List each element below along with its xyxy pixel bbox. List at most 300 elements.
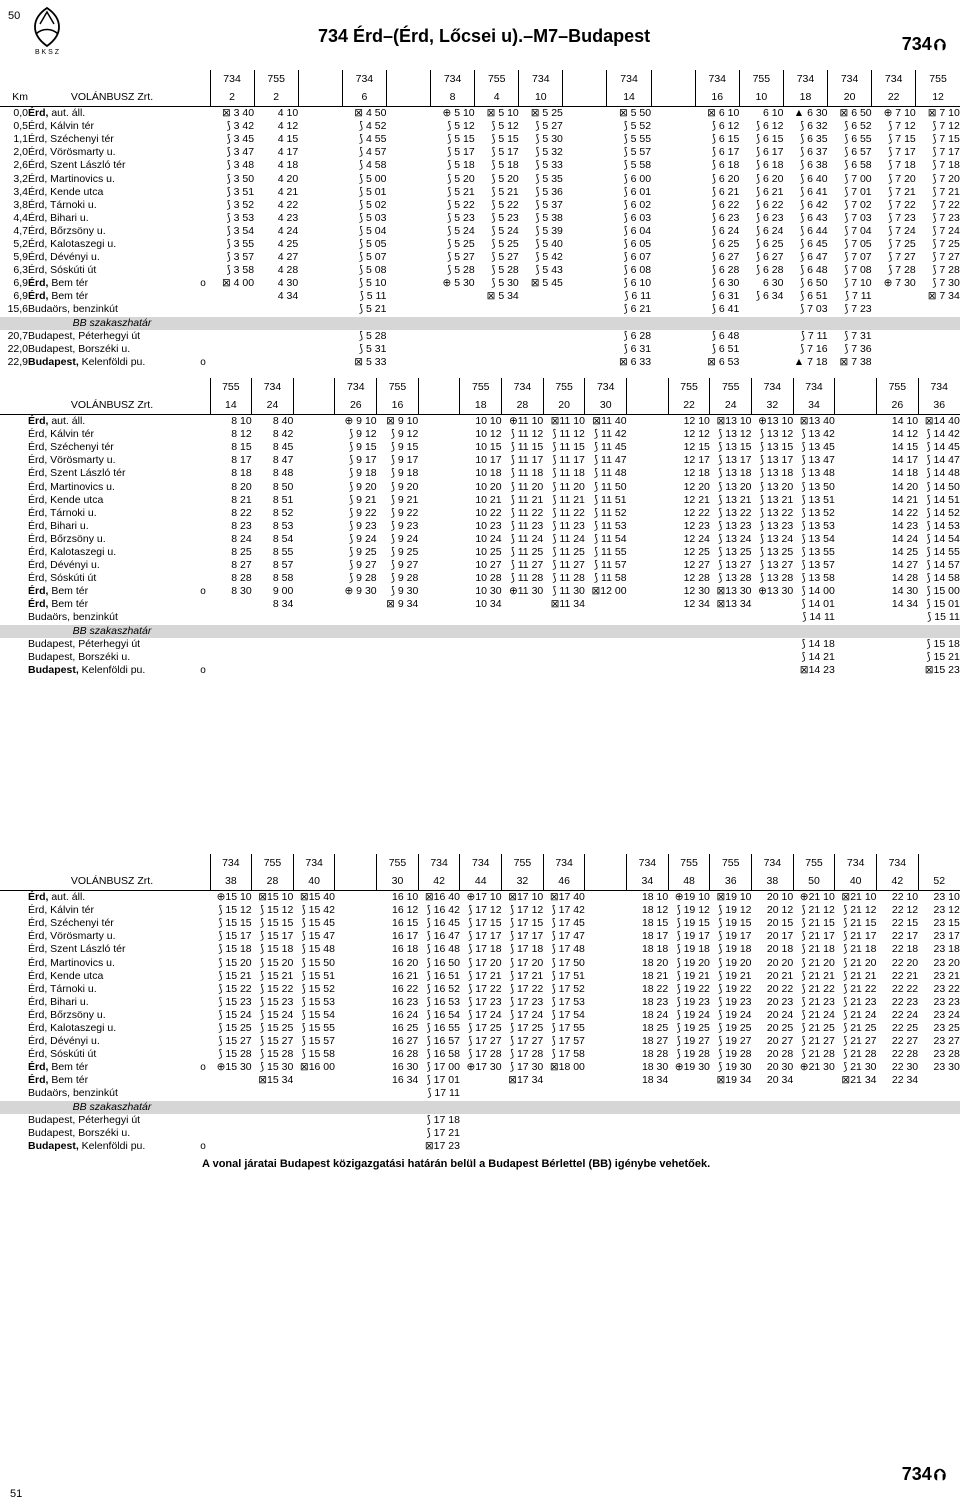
stop-name [28,507,196,520]
departure-time: ⟆ 5 32 [535,146,563,159]
departure-time [651,107,695,121]
departure-time [877,638,919,651]
departure-time [563,146,607,159]
departure-time: ⟆ 6 27 [711,251,740,264]
departure-time: ⟆ 11 48 [594,467,627,480]
stop-name [28,572,196,585]
stop-km [0,983,28,996]
stop-marker [196,546,210,559]
stop-name [28,1074,196,1087]
trip-number-cell: 50 [793,872,835,891]
departure-time: ⊠17 23 [424,1139,460,1152]
stop-name [28,441,196,454]
departure-time [335,1127,377,1140]
departure-time: ⟆ 11 23 [510,519,544,532]
departure-time [627,1127,669,1140]
departure-time [298,120,342,133]
header-blank [0,70,28,88]
departure-time: ⟆ 9 30 [390,585,419,598]
departure-time [585,1061,627,1074]
departure-time: ⟆ 15 21 [218,969,252,982]
route-badge-top [902,34,946,55]
departure-time: ⟆ 3 47 [226,146,255,159]
departure-time: ⟆ 9 17 [390,454,419,467]
departure-time [651,212,695,225]
departure-time [877,1127,919,1140]
trip-number-cell: 38 [752,872,794,891]
stop-km [0,480,28,493]
departure-time: 10 12 [475,428,502,441]
departure-time: ⟆ 15 23 [218,995,252,1008]
stop-km [0,1074,28,1087]
departure-time [543,664,585,677]
departure-time [872,330,916,343]
stop-km [0,611,28,624]
departure-time [210,611,252,624]
departure-time: ⟆ 7 24 [932,224,960,237]
departure-time [502,638,544,651]
stop-marker [196,225,210,238]
departure-time [335,638,377,651]
departure-time [651,264,695,277]
header-blank [0,378,28,396]
stop-name [28,343,196,356]
stop-row [0,611,960,624]
departure-time [377,625,419,638]
route-number-cell [585,854,627,872]
departure-time: ⟆ 17 51 [551,969,585,982]
departure-time: ⟆ 17 21 [468,969,502,982]
departure-time: ⟆ 15 12 [260,904,294,917]
departure-time: ⟆ 7 15 [888,133,916,146]
departure-time: 8 52 [272,506,294,519]
departure-time [710,664,752,677]
departure-time: ⟆ 6 32 [800,120,828,133]
route-number-cell: 734 [918,378,960,396]
stop-row [0,625,960,638]
departure-time [835,638,877,651]
departure-time [651,133,695,146]
stop-marker [196,172,210,185]
stop-marker: o [200,356,206,368]
departure-time: ⟆ 3 58 [226,264,255,277]
departure-time: ⟆ 6 15 [755,133,784,146]
route-number-cell: 755 [210,378,252,396]
departure-time: ⟆ 6 18 [755,159,784,172]
stop-km: 1,1 [13,133,28,146]
departure-time: ⟆ 16 51 [426,969,460,982]
departure-time [627,467,669,480]
stop-marker [196,107,210,121]
departure-time: ⟆ 11 20 [510,480,544,493]
departure-time: ⟆ 14 45 [926,441,960,454]
departure-time [835,664,877,677]
departure-time: ⟆ 6 51 [711,342,740,355]
departure-time: 8 27 [231,559,252,572]
departure-time: ⟆ 17 01 [426,1074,460,1087]
departure-time: ⟆ 15 25 [260,1021,294,1034]
stop-name-text: Budapest, Péterhegyi út [28,637,141,650]
departure-time [298,356,342,369]
stop-marker [196,1074,210,1087]
departure-time: ⟆ 5 03 [358,211,387,224]
stop-name-bold: Érd, [28,290,49,303]
stop-marker [196,290,210,303]
stop-marker [196,251,210,264]
departure-time: ⟆ 6 01 [623,185,652,198]
departure-time: 16 21 [392,969,419,982]
departure-time: 20 10 [766,891,794,904]
departure-time: 22 18 [891,943,919,956]
stop-row [0,428,960,441]
stop-km: 2,0 [13,146,28,159]
stop-name-text: Érd, Sóskúti út [28,572,97,585]
page-title: 734 Érd–(Érd, Lőcsei u).–M7–Budapest [318,26,651,46]
stop-name-text: Érd, Vörösmarty u. [28,454,116,467]
route-number-cell: 734 [828,70,872,88]
departure-time [335,1022,377,1035]
departure-time: ⟆ 5 05 [358,237,387,250]
departure-time: 8 28 [231,572,252,585]
departure-time: ⟆ 9 25 [390,545,419,558]
departure-time: ⟆ 16 57 [426,1035,460,1048]
departure-time [418,533,460,546]
departure-time [460,611,502,624]
departure-time: ⟆ 5 28 [491,264,519,277]
departure-time [342,317,386,330]
trip-number-cell: 36 [710,872,752,891]
stop-marker [196,956,210,969]
departure-time [293,559,335,572]
departure-time: 14 15 [891,441,919,454]
departure-time [431,343,475,356]
departure-time [502,651,544,664]
departure-time: 14 23 [891,519,919,532]
departure-time [293,1127,335,1140]
departure-time: ⟆ 16 58 [426,1048,460,1061]
departure-time: ⟆ 6 48 [711,329,740,342]
departure-time [210,343,254,356]
stop-row [0,415,960,429]
departure-time: 8 17 [231,454,252,467]
trip-number-cell: 18 [460,396,502,415]
departure-time: ⟆ 7 11 [800,329,828,342]
departure-time [627,494,669,507]
departure-time [835,546,877,559]
departure-time [872,290,916,303]
departure-time: 12 12 [683,428,710,441]
departure-time: ⟆ 7 23 [932,211,960,224]
departure-time [793,1140,835,1153]
departure-time: 16 12 [392,904,419,917]
route-number-cell: 734 [752,378,794,396]
departure-time [335,996,377,1009]
departure-time [627,559,669,572]
departure-time [335,1101,377,1114]
departure-time: ⟆ 9 24 [390,532,419,545]
departure-time: ⟆ 3 53 [226,211,255,224]
departure-time: ⟆ 7 01 [844,185,872,198]
stop-marker [196,428,210,441]
departure-time: ⟆ 11 27 [510,559,544,572]
departure-time: ⟆ 13 24 [759,532,794,545]
stop-marker [196,330,210,343]
departure-time: ⟆ 5 28 [447,264,475,277]
stop-row [0,454,960,467]
stop-marker [196,572,210,585]
stop-row [0,159,960,172]
departure-time: ⟆ 19 24 [676,1008,710,1021]
stop-name [28,133,196,146]
departure-time: ⟆ 5 15 [491,133,519,146]
departure-time [835,415,877,429]
stop-name [28,330,196,343]
departure-time: ⊠13 40 [799,415,835,428]
departure-time: ⟆ 6 31 [623,342,652,355]
departure-time [835,572,877,585]
departure-time: 18 22 [641,982,669,995]
stop-row [0,664,960,677]
departure-time [543,611,585,624]
trip-number-cell [293,396,335,415]
trip-number-cell [627,396,669,415]
departure-time [254,330,298,343]
stop-name-text: Érd, Tárnoki u. [28,506,97,519]
departure-time: 12 18 [683,467,710,480]
stop-name [28,277,196,290]
stop-marker [196,133,210,146]
stop-km [0,1022,28,1035]
trip-number-cell: 30 [585,396,627,415]
stop-km [0,956,28,969]
departure-time: ⟆ 5 57 [623,146,652,159]
departure-time: 16 24 [392,1008,419,1021]
stop-name-text: Kelenföldi pu. [78,663,146,676]
trip-number-cell [651,88,695,107]
trip-number-cell: 10 [739,88,783,107]
stop-name-text: Budaörs, benzinkút [28,1087,118,1100]
departure-time [651,317,695,330]
departure-time: 18 17 [641,930,669,943]
departure-time [585,1127,627,1140]
stop-name-text: Érd, Bihari u. [28,211,89,224]
trip-number-cell: 26 [877,396,919,415]
departure-time: ⊠16 00 [299,1061,335,1074]
departure-time: ⟆ 6 44 [800,224,828,237]
departure-time: 22 34 [891,1074,919,1087]
departure-time: ⟆ 7 22 [932,198,960,211]
departure-time: ⟆ 7 27 [932,251,960,264]
departure-time [377,1101,419,1114]
departure-time: ⟆ 15 55 [301,1021,335,1034]
departure-time [298,172,342,185]
departure-time: ⊕13 30 [758,585,794,598]
departure-time [293,651,335,664]
operator-name: VOLÁNBUSZ Zrt. [28,872,196,891]
departure-time: 6 30 [762,277,784,290]
departure-time [563,212,607,225]
departure-time: ⟆ 15 28 [260,1048,294,1061]
departure-time [585,1114,627,1127]
departure-time: ⟆ 6 47 [800,251,828,264]
stop-km [0,467,28,480]
departure-time: 20 18 [766,943,794,956]
stop-row [0,133,960,146]
departure-time [835,1087,877,1100]
departure-time [298,199,342,212]
stop-marker [196,264,210,277]
stop-name-text: Érd, Kálvin tér [28,120,94,133]
departure-time [543,1140,585,1153]
departure-time: ⟆ 13 20 [759,480,794,493]
departure-time [835,480,877,493]
route-number-cell: 734 [502,378,544,396]
departure-time: ⟆ 11 27 [552,559,585,572]
departure-time: ⟆ 21 22 [843,982,877,995]
stop-km [0,454,28,467]
departure-time: ⟆ 7 23 [888,211,916,224]
departure-time [298,186,342,199]
departure-time: 8 10 [231,415,252,428]
stop-name-text: Érd, Tárnoki u. [28,982,97,995]
departure-time: ⟆ 17 58 [551,1048,585,1061]
departure-time: ⟆ 9 15 [390,441,419,454]
departure-time [418,664,460,677]
departure-time: ⟆ 5 22 [447,198,475,211]
departure-time: 14 25 [891,545,919,558]
departure-time [627,428,669,441]
departure-time [335,664,377,677]
departure-time: 16 17 [392,930,419,943]
departure-time: 14 34 [891,598,919,611]
stop-km [0,1061,28,1074]
departure-time [386,330,430,343]
departure-time: ⟆ 4 55 [358,133,387,146]
departure-time: ⟆ 11 20 [552,480,585,493]
departure-time: ⟆ 6 10 [623,277,652,290]
departure-time: ⊠ 6 10 [707,107,740,120]
trip-number-cell [835,396,877,415]
direction-arrow-icon: ⮉ [933,1467,946,1484]
departure-time: 16 30 [392,1061,419,1074]
departure-time [252,651,294,664]
stop-name-text: Budapest, Borszéki u. [28,1126,131,1139]
stop-name-text: Érd, Széchenyi tér [28,917,114,930]
departure-time: ⟆ 11 55 [594,545,627,558]
departure-time [386,107,430,121]
departure-time: ⟆ 16 53 [426,995,460,1008]
departure-time: ⟆ 15 20 [218,956,252,969]
departure-time: ⊠19 34 [716,1074,752,1087]
departure-time: 22 21 [891,969,919,982]
departure-time: ⊠ 5 45 [530,277,563,290]
stop-km [0,943,28,956]
departure-time: ⟆ 13 12 [759,428,794,441]
departure-time: 8 34 [272,598,294,611]
trip-number-cell: 20 [828,88,872,107]
departure-time: 10 34 [475,598,502,611]
departure-time: 22 22 [891,982,919,995]
departure-time [585,930,627,943]
route-number-cell: 755 [252,854,294,872]
departure-time: ⟆ 15 27 [218,1035,252,1048]
stop-name-bold: Budapest, [28,355,79,368]
departure-time [210,1074,252,1087]
departure-time [210,664,252,677]
route-number-cell [418,378,460,396]
trip-number-cell [585,872,627,891]
departure-time: ⟆ 6 52 [844,120,872,133]
route-number-cell: 755 [475,70,519,88]
departure-time [585,891,627,905]
departure-time: ⟆ 15 24 [260,1008,294,1021]
departure-time: ⟆ 11 58 [594,572,627,585]
departure-time: ⟆ 9 23 [349,519,377,532]
trip-number-cell: 10 [519,88,563,107]
departure-time: ⟆ 5 23 [491,211,519,224]
stop-name-text: aut. áll. [48,415,86,428]
departure-time: ⟆ 5 22 [491,198,519,211]
departure-time [293,1074,335,1087]
departure-time: ⟆ 7 28 [932,264,960,277]
departure-time: ⟆ 15 45 [301,917,335,930]
departure-time [651,120,695,133]
departure-time: ⟆ 5 12 [491,120,519,133]
departure-time [563,330,607,343]
departure-time [335,598,377,611]
departure-time: ⊠15 10 [258,891,294,904]
departure-time: ⊕17 10 [466,891,502,904]
departure-time [418,1101,460,1114]
stop-row [0,983,960,996]
trip-number-cell: 6 [342,88,386,107]
departure-time: ⟆ 7 12 [932,120,960,133]
stop-km [0,904,28,917]
departure-time: 6 10 [762,107,784,120]
departure-time: ⟆ 14 48 [926,467,960,480]
departure-time [293,441,335,454]
departure-time [460,1140,502,1153]
departure-time: 9 00 [272,585,294,598]
departure-time: ⟆ 6 30 [711,277,740,290]
departure-time [460,651,502,664]
departure-time: ⟆ 6 48 [800,264,828,277]
departure-time [377,638,419,651]
departure-time: ⊠ 5 10 [486,107,519,120]
departure-time [418,520,460,533]
departure-time: ⟆ 7 21 [932,185,960,198]
trip-number-cell: 2 [254,88,298,107]
stop-name-text: Érd, Szent László tér [28,943,126,956]
departure-time [877,651,919,664]
departure-time: ⟆ 11 28 [510,572,544,585]
stop-row [0,480,960,493]
stop-km: 4,4 [13,211,28,224]
departure-time [335,611,377,624]
departure-time: 23 24 [933,1008,960,1021]
stop-name-text: Érd, Bőrzsöny u. [28,1008,106,1021]
departure-time [835,651,877,664]
departure-time: 20 25 [766,1021,794,1034]
departure-time: ⟆ 15 00 [926,585,960,598]
stop-marker [196,441,210,454]
departure-time [916,330,960,343]
departure-time: ⟆ 6 57 [844,146,872,159]
departure-time: 16 27 [392,1035,419,1048]
departure-time [335,970,377,983]
stop-marker [196,1022,210,1035]
departure-time: ⟆ 9 22 [349,506,377,519]
